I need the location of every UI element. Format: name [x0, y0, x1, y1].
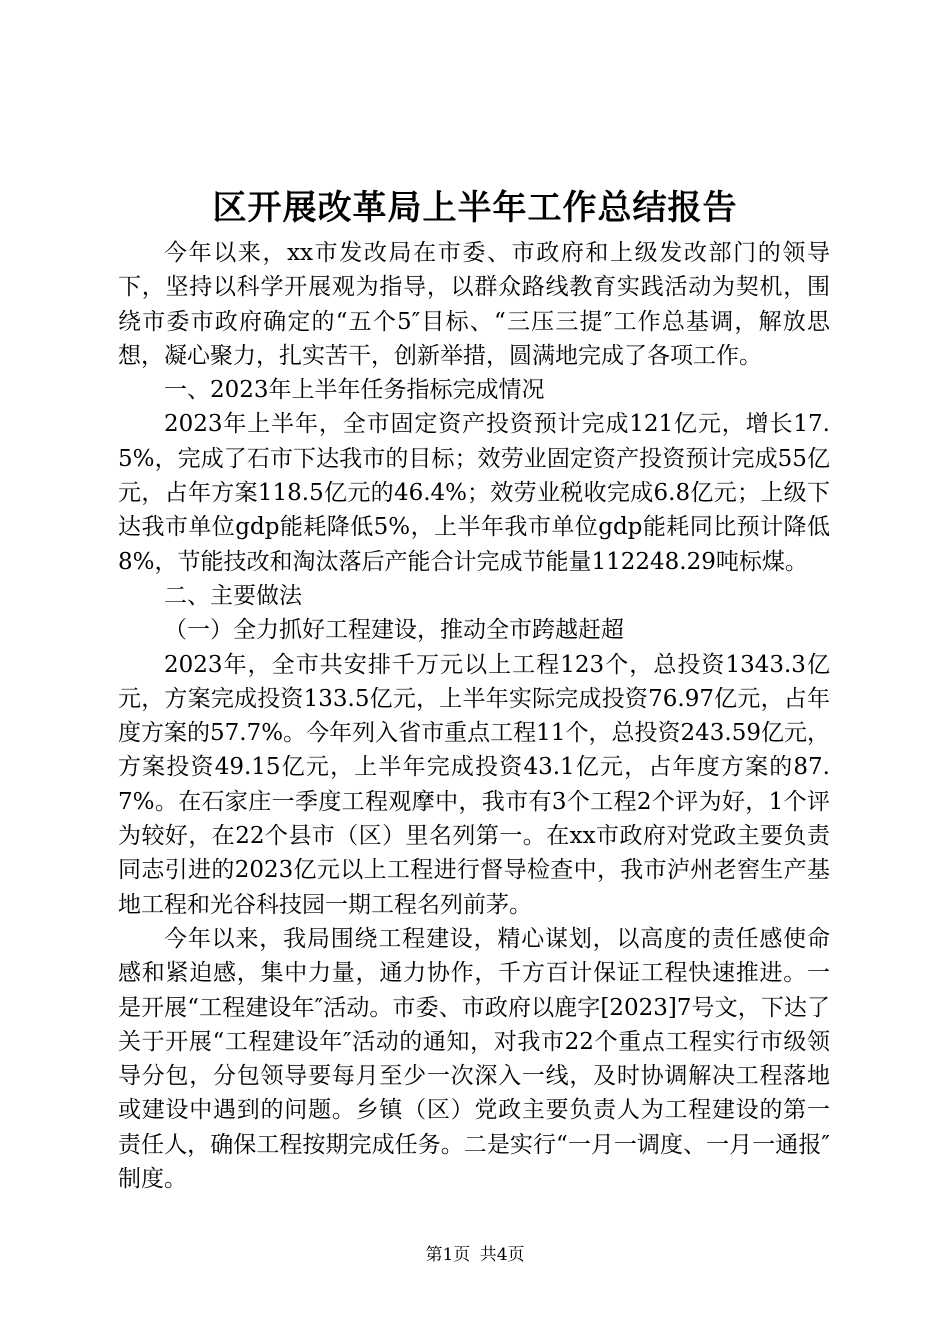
section-heading-2: 二、主要做法 — [164, 582, 302, 609]
subsection-1-paragraph-2: 今年以来，我局围绕工程建设，精心谋划，以高度的责任感使命感和紧迫感，集中力量，通力协作，千方百计保证工程快速推进。一是开展“工程建设年″活动。市委、市政府以鹿字[2023]7号文，下达了关于开展“工程建设年″活动的通知，对我市22个重点工程实行市级领导分包，分包领导要每月至少一次深入一线，及时协调解决工程落地或建设中遇到的问题。乡镇（区）党政主要负责人为工程建设的第一责任人，确保工程按期完成任务。二是实行“一月一调度、一月一通报″制度。 — [118, 925, 830, 1193]
intro-paragraph: 今年以来，xx市发改局在市委、市政府和上级发改部门的领导下，坚持以科学开展观为指导，以群众路线教育实践活动为契机，围绕市委市政府确定的“五个5″目标、“三压三提″工作总基调，解放思想，凝心聚力，扎实苦干，创新举措，圆满地完成了各项工作。 — [118, 240, 830, 369]
subsection-1-paragraph-1: 2023年，全市共安排千万元以上工程123个，总投资1343.3亿元，方案完成投资133.5亿元，上半年实际完成投资76.97亿元，占年度方案的57.7%。今年列入省市重点工程11个，总投资243.59亿元，方案投资49.15亿元，上半年完成投资43.1亿元，占年度方案的87.7%。在石家庄一季度工程观摩中，我市有3个工程2个评为好，1个评为较好，在22个县市（区）里名列第一。在xx市政府对党政主要负责同志引进的2023亿元以上工程进行督导检查中，我市泸州老窖生产基地工程和光谷科技园一期工程名列前茅。 — [118, 651, 830, 918]
document-title: 区开展改革局上半年工作总结报告 — [212, 188, 738, 228]
page-number-total: 共4页 — [479, 1245, 525, 1265]
page-number-current: 第1页 — [425, 1245, 471, 1265]
section-1-paragraph: 2023年上半年，全市固定资产投资预计完成121亿元，增长17.5%，完成了石市下达我市的目标；效劳业固定资产投资预计完成55亿元，占年方案118.5亿元的46.4%；效劳业税收完成6.8亿元；上级下达我市单位gdp能耗降低5%，上半年我市单位gdp能耗同比预计降低8%，节能技改和淘汰落后产能合计完成节能量112248.29吨标煤。 — [118, 411, 830, 575]
page-footer — [0, 1244, 950, 1266]
document-body — [118, 236, 830, 1196]
subsection-heading-1: （一）全力抓好工程建设，推动全市跨越赶超 — [164, 617, 624, 644]
section-heading-1: 一、2023年上半年任务指标完成情况 — [164, 377, 545, 404]
